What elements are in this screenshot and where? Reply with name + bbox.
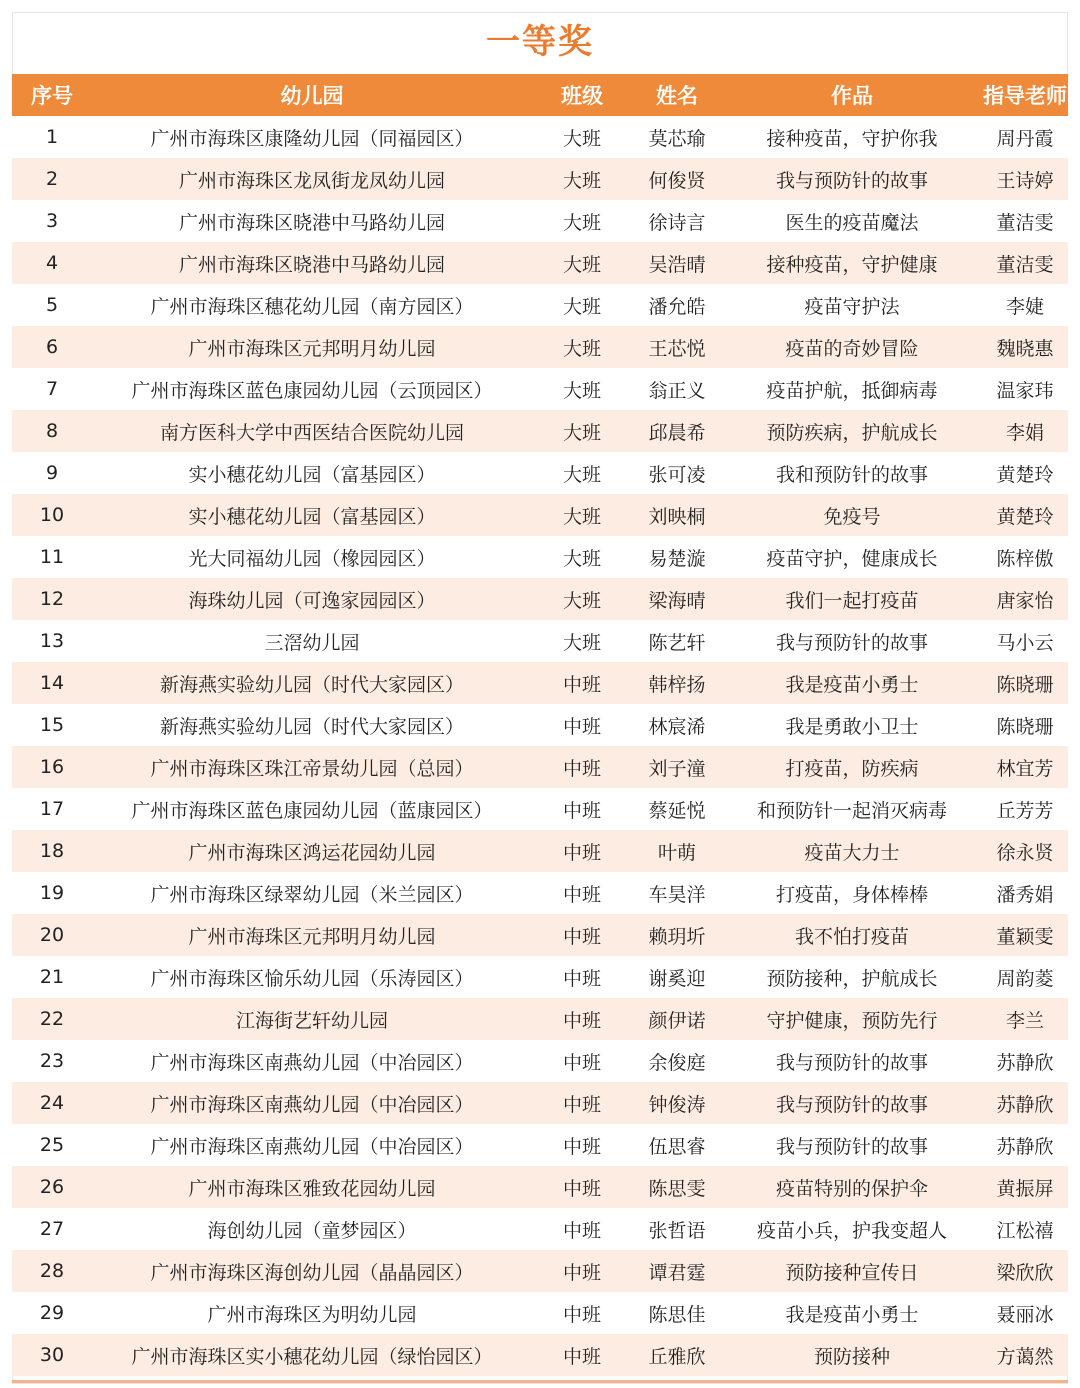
cell-work-title: 疫苗守护法 [722,284,982,326]
cell-class: 中班 [532,1250,632,1292]
cell-student-name: 翁正义 [632,368,722,410]
page-title: 一等奖 [486,22,594,62]
cell-class: 大班 [532,284,632,326]
cell-teacher: 李娟 [982,410,1068,452]
cell-work-title: 免疫号 [722,494,982,536]
cell-student-name: 吴浩晴 [632,242,722,284]
cell-kindergarten: 广州市海珠区鸿运花园幼儿园 [92,830,532,872]
cell-work-title: 我和预防针的故事 [722,452,982,494]
cell-class: 中班 [532,914,632,956]
cell-student-name: 车昊洋 [632,872,722,914]
cell-kindergarten: 光大同福幼儿园（橡园园区） [92,536,532,578]
table-row [12,410,1068,452]
cell-kindergarten: 三滘幼儿园 [92,620,532,662]
table-row [12,620,1068,662]
cell-student-name: 伍思睿 [632,1124,722,1166]
table-row [12,998,1068,1040]
cell-index: 5 [12,284,92,326]
cell-kindergarten: 实小穗花幼儿园（富基园区） [92,494,532,536]
table-row [12,1082,1068,1124]
cell-work-title: 我与预防针的故事 [722,1124,982,1166]
cell-kindergarten: 江海街艺轩幼儿园 [92,998,532,1040]
cell-index: 21 [12,956,92,998]
table-row [12,1166,1068,1208]
cell-student-name: 莫芯瑜 [632,116,722,158]
cell-class: 中班 [532,704,632,746]
cell-teacher: 董洁雯 [982,200,1068,242]
table-row [12,914,1068,956]
cell-kindergarten: 南方医科大学中西医结合医院幼儿园 [92,410,532,452]
cell-work-title: 守护健康，预防先行 [722,998,982,1040]
cell-student-name: 易楚漩 [632,536,722,578]
table-row [12,578,1068,620]
table-row [12,1208,1068,1250]
cell-index: 3 [12,200,92,242]
cell-work-title: 我与预防针的故事 [722,1040,982,1082]
table-row [12,452,1068,494]
cell-kindergarten: 新海燕实验幼儿园（时代大家园区） [92,704,532,746]
column-header-teacher: 指导老师 [982,74,1068,116]
table-row [12,536,1068,578]
cell-student-name: 张可凌 [632,452,722,494]
cell-kindergarten: 广州市海珠区珠江帝景幼儿园（总园） [92,746,532,788]
cell-student-name: 林宸浠 [632,704,722,746]
cell-class: 中班 [532,1124,632,1166]
cell-teacher: 魏晓惠 [982,326,1068,368]
cell-class: 中班 [532,788,632,830]
cell-kindergarten: 广州市海珠区为明幼儿园 [92,1292,532,1334]
cell-kindergarten: 新海燕实验幼儿园（时代大家园区） [92,662,532,704]
cell-index: 18 [12,830,92,872]
cell-index: 11 [12,536,92,578]
cell-work-title: 我们一起打疫苗 [722,578,982,620]
cell-student-name: 何俊贤 [632,158,722,200]
cell-work-title: 疫苗守护，健康成长 [722,536,982,578]
cell-teacher: 李婕 [982,284,1068,326]
cell-work-title: 打疫苗，防疾病 [722,746,982,788]
cell-student-name: 潘允皓 [632,284,722,326]
cell-index: 4 [12,242,92,284]
cell-kindergarten: 广州市海珠区南燕幼儿园（中冶园区） [92,1082,532,1124]
cell-kindergarten: 广州市海珠区实小穗花幼儿园（绿怡园区） [92,1334,532,1376]
cell-work-title: 预防接种宣传日 [722,1250,982,1292]
cell-work-title: 预防接种 [722,1334,982,1376]
cell-work-title: 我是疫苗小勇士 [722,662,982,704]
cell-teacher: 李兰 [982,998,1068,1040]
cell-class: 大班 [532,536,632,578]
cell-index: 28 [12,1250,92,1292]
cell-index: 1 [12,116,92,158]
cell-class: 中班 [532,1292,632,1334]
cell-student-name: 蔡延悦 [632,788,722,830]
cell-work-title: 接种疫苗，守护健康 [722,242,982,284]
cell-teacher: 周韵菱 [982,956,1068,998]
cell-index: 9 [12,452,92,494]
cell-index: 27 [12,1208,92,1250]
table-row [12,746,1068,788]
cell-class: 中班 [532,1040,632,1082]
table-body [12,116,1068,1376]
cell-teacher: 董颖雯 [982,914,1068,956]
cell-kindergarten: 广州市海珠区龙凤街龙凤幼儿园 [92,158,532,200]
cell-work-title: 疫苗特别的保护伞 [722,1166,982,1208]
cell-student-name: 陈思佳 [632,1292,722,1334]
cell-student-name: 余俊庭 [632,1040,722,1082]
table-row [12,872,1068,914]
cell-teacher: 周丹霞 [982,116,1068,158]
cell-work-title: 我与预防针的故事 [722,1082,982,1124]
cell-index: 19 [12,872,92,914]
cell-index: 8 [12,410,92,452]
cell-class: 中班 [532,1208,632,1250]
cell-class: 大班 [532,452,632,494]
table-row [12,788,1068,830]
cell-index: 22 [12,998,92,1040]
cell-work-title: 我与预防针的故事 [722,620,982,662]
table-header-row [12,74,1068,116]
cell-teacher: 黄振屏 [982,1166,1068,1208]
table-row [12,1250,1068,1292]
cell-index: 10 [12,494,92,536]
cell-index: 23 [12,1040,92,1082]
cell-teacher: 董洁雯 [982,242,1068,284]
table-row [12,662,1068,704]
cell-student-name: 张哲语 [632,1208,722,1250]
cell-index: 6 [12,326,92,368]
cell-work-title: 疫苗小兵，护我变超人 [722,1208,982,1250]
cell-work-title: 预防接种，护航成长 [722,956,982,998]
cell-kindergarten: 广州市海珠区愉乐幼儿园（乐涛园区） [92,956,532,998]
cell-class: 大班 [532,578,632,620]
table-row [12,368,1068,410]
cell-class: 大班 [532,116,632,158]
cell-work-title: 和预防针一起消灭病毒 [722,788,982,830]
cell-class: 大班 [532,620,632,662]
cell-index: 16 [12,746,92,788]
cell-work-title: 预防疾病，护航成长 [722,410,982,452]
cell-kindergarten: 广州市海珠区蓝色康园幼儿园（云顶园区） [92,368,532,410]
table-row [12,284,1068,326]
cell-teacher: 江松禧 [982,1208,1068,1250]
cell-student-name: 王芯悦 [632,326,722,368]
cell-student-name: 谭君霆 [632,1250,722,1292]
table-row [12,116,1068,158]
table-row [12,704,1068,746]
cell-work-title: 疫苗的奇妙冒险 [722,326,982,368]
cell-student-name: 刘映桐 [632,494,722,536]
cell-kindergarten: 海珠幼儿园（可逸家园园区） [92,578,532,620]
cell-class: 大班 [532,494,632,536]
cell-work-title: 我是疫苗小勇士 [722,1292,982,1334]
cell-teacher: 马小云 [982,620,1068,662]
cell-teacher: 梁欣欣 [982,1250,1068,1292]
cell-teacher: 苏静欣 [982,1082,1068,1124]
cell-student-name: 韩梓扬 [632,662,722,704]
cell-teacher: 方蔼然 [982,1334,1068,1376]
bottom-divider [12,1380,1068,1383]
cell-index: 26 [12,1166,92,1208]
cell-index: 29 [12,1292,92,1334]
cell-kindergarten: 广州市海珠区晓港中马路幼儿园 [92,242,532,284]
cell-teacher: 苏静欣 [982,1040,1068,1082]
table-row [12,830,1068,872]
cell-teacher: 温家玮 [982,368,1068,410]
table-row [12,494,1068,536]
cell-kindergarten: 广州市海珠区元邦明月幼儿园 [92,326,532,368]
cell-class: 中班 [532,746,632,788]
cell-kindergarten: 广州市海珠区康隆幼儿园（同福园区） [92,116,532,158]
cell-class: 中班 [532,872,632,914]
cell-student-name: 颜伊诺 [632,998,722,1040]
cell-work-title: 接种疫苗，守护你我 [722,116,982,158]
cell-index: 13 [12,620,92,662]
column-header-work: 作品 [722,74,982,116]
table-row [12,956,1068,998]
cell-student-name: 赖玥圻 [632,914,722,956]
column-header-class: 班级 [532,74,632,116]
cell-index: 20 [12,914,92,956]
cell-kindergarten: 广州市海珠区穗花幼儿园（南方园区） [92,284,532,326]
cell-student-name: 梁海晴 [632,578,722,620]
cell-index: 30 [12,1334,92,1376]
cell-class: 大班 [532,242,632,284]
table-row [12,326,1068,368]
cell-work-title: 我与预防针的故事 [722,158,982,200]
cell-teacher: 潘秀娟 [982,872,1068,914]
cell-teacher: 丘芳芳 [982,788,1068,830]
cell-teacher: 聂丽冰 [982,1292,1068,1334]
cell-index: 14 [12,662,92,704]
cell-work-title: 我不怕打疫苗 [722,914,982,956]
cell-index: 15 [12,704,92,746]
cell-teacher: 陈晓珊 [982,662,1068,704]
cell-class: 中班 [532,998,632,1040]
column-header-index: 序号 [12,74,92,116]
cell-work-title: 打疫苗，身体棒棒 [722,872,982,914]
cell-index: 2 [12,158,92,200]
cell-class: 中班 [532,830,632,872]
awards-table [12,74,1068,1376]
cell-student-name: 陈思雯 [632,1166,722,1208]
cell-student-name: 谢奚迎 [632,956,722,998]
cell-student-name: 叶萌 [632,830,722,872]
cell-kindergarten: 广州市海珠区元邦明月幼儿园 [92,914,532,956]
cell-index: 17 [12,788,92,830]
cell-teacher: 黄楚玲 [982,452,1068,494]
cell-class: 大班 [532,410,632,452]
cell-work-title: 我是勇敢小卫士 [722,704,982,746]
cell-student-name: 邱晨希 [632,410,722,452]
cell-work-title: 疫苗大力士 [722,830,982,872]
cell-kindergarten: 实小穗花幼儿园（富基园区） [92,452,532,494]
column-header-kindergarten: 幼儿园 [92,74,532,116]
cell-index: 7 [12,368,92,410]
column-header-name: 姓名 [632,74,722,116]
cell-kindergarten: 广州市海珠区绿翠幼儿园（米兰园区） [92,872,532,914]
cell-teacher: 唐家怡 [982,578,1068,620]
table-row [12,200,1068,242]
cell-work-title: 医生的疫苗魔法 [722,200,982,242]
cell-teacher: 林宜芳 [982,746,1068,788]
cell-class: 中班 [532,956,632,998]
cell-kindergarten: 广州市海珠区海创幼儿园（晶晶园区） [92,1250,532,1292]
cell-kindergarten: 广州市海珠区晓港中马路幼儿园 [92,200,532,242]
cell-student-name: 陈艺轩 [632,620,722,662]
cell-class: 大班 [532,158,632,200]
table-row [12,158,1068,200]
cell-class: 中班 [532,662,632,704]
cell-index: 12 [12,578,92,620]
cell-class: 大班 [532,326,632,368]
table-row [12,1334,1068,1376]
cell-teacher: 陈晓珊 [982,704,1068,746]
cell-index: 24 [12,1082,92,1124]
cell-student-name: 丘雅欣 [632,1334,722,1376]
cell-class: 中班 [532,1082,632,1124]
cell-student-name: 徐诗言 [632,200,722,242]
cell-teacher: 黄楚玲 [982,494,1068,536]
cell-teacher: 徐永贤 [982,830,1068,872]
table-row [12,242,1068,284]
cell-student-name: 刘子潼 [632,746,722,788]
cell-teacher: 王诗婷 [982,158,1068,200]
table-row [12,1040,1068,1082]
cell-student-name: 钟俊涛 [632,1082,722,1124]
cell-class: 大班 [532,368,632,410]
cell-kindergarten: 广州市海珠区南燕幼儿园（中冶园区） [92,1124,532,1166]
cell-class: 中班 [532,1334,632,1376]
cell-teacher: 苏静欣 [982,1124,1068,1166]
cell-class: 大班 [532,200,632,242]
cell-kindergarten: 广州市海珠区蓝色康园幼儿园（蓝康园区） [92,788,532,830]
table-row [12,1292,1068,1334]
cell-teacher: 陈梓傲 [982,536,1068,578]
cell-kindergarten: 海创幼儿园（童梦园区） [92,1208,532,1250]
table-row [12,1124,1068,1166]
cell-index: 25 [12,1124,92,1166]
cell-kindergarten: 广州市海珠区雅致花园幼儿园 [92,1166,532,1208]
cell-kindergarten: 广州市海珠区南燕幼儿园（中冶园区） [92,1040,532,1082]
cell-class: 中班 [532,1166,632,1208]
cell-work-title: 疫苗护航，抵御病毒 [722,368,982,410]
